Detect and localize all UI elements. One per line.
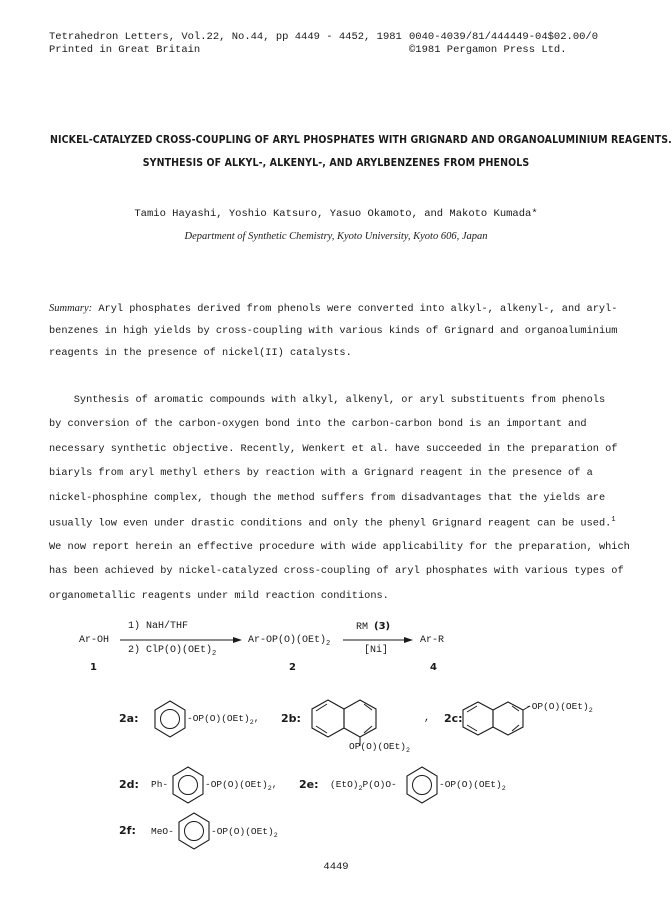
scheme-step2-bottom: [Ni]	[364, 645, 389, 656]
eto-2e: (EtO)	[330, 779, 359, 790]
body-line-5: nickel-phosphine complex, though the method suffers from disadvantages that the yields are	[49, 492, 606, 504]
sub-2d: 2	[267, 783, 272, 792]
scheme-start-num: 1	[90, 662, 97, 673]
sub-2b: 2	[406, 745, 411, 754]
substituent-2c	[526, 701, 593, 714]
step1-bottom-text: 2) ClP(O)(OEt)	[128, 645, 213, 656]
benzene-ring-2f	[176, 811, 212, 851]
benzene-ring-2e	[404, 765, 440, 805]
title-line-2: SYNTHESIS OF ALKYL-, ALKENYL-, AND ARYLBENZENES FROM PHENOLS	[142, 157, 530, 169]
phosphate-2d: -OP(O)(OEt)	[205, 779, 268, 790]
step2-top-num: (3)	[374, 621, 391, 632]
journal-citation: Tetrahedron Letters, Vol.22, No.44, pp 4449 - 4452, 1981	[49, 31, 402, 43]
scheme-arrow-1	[118, 635, 244, 645]
copyright: ©1981 Pergamon Press Ltd.	[409, 44, 567, 56]
body-line-6	[49, 516, 616, 529]
page-number: 4449	[323, 861, 349, 873]
comma-2a: ,	[253, 713, 260, 724]
step1-bottom-sub: 2	[212, 650, 217, 658]
separator-2b: ,	[424, 713, 431, 724]
naphthalene-2c	[459, 692, 531, 742]
body-line-8: has been achieved by nickel-catalyzed cross-coupling of aryl phosphates with various types of	[49, 565, 624, 577]
article-code: 0040-4039/81/444449-04$02.00/0	[409, 31, 599, 43]
summary-label: Summary:	[49, 303, 93, 314]
benzene-ring-2d	[170, 765, 206, 805]
scheme-step1-top: 1) NaH/THF	[128, 621, 189, 632]
footnote-ref: 1	[611, 516, 616, 524]
authors: Tamio Hayashi, Yoshio Katsuro, Yasuo Okamoto, and Makoto Kumada*	[134, 208, 538, 220]
scheme-mid-num: 2	[289, 662, 296, 673]
phosphate-2a: -OP(O)(OEt)	[187, 713, 250, 724]
sub-2a: 2	[249, 717, 254, 726]
summary-line-2: benzenes in high yields by cross-coupling with various kinds of Grignard and organoaluminium	[49, 325, 618, 337]
summary-line-1	[49, 303, 617, 315]
summary-text-1: Aryl phosphates derived from phenols were converted into alkyl-, alkenyl-, and aryl-	[98, 303, 618, 315]
label-2e: 2e:	[299, 778, 319, 791]
substituent-2e	[439, 779, 506, 792]
title-line-1: NICKEL-CATALYZED CROSS-COUPLING OF ARYL PHOSPHATES WITH GRIGNARD AND ORGANOALUMINIUM REAGENTS.	[50, 134, 672, 146]
phosphate-2f: -OP(O)(OEt)	[211, 826, 274, 837]
sub-2f: 2	[273, 830, 278, 839]
scheme-step2-top	[356, 621, 390, 633]
affiliation: Department of Synthetic Chemistry, Kyoto University, Kyoto 606, Japan	[184, 231, 488, 242]
substituent-2d	[205, 779, 277, 792]
body-line-1: Synthesis of aromatic compounds with alkyl, alkenyl, or aryl substituents from phenols	[49, 394, 606, 406]
scheme-mid-text: Ar-OP(O)(OEt)	[248, 635, 327, 646]
scheme-mid	[248, 635, 330, 648]
eto-rest-2e: P(O)O-	[362, 779, 397, 790]
label-2c: 2c:	[444, 712, 463, 725]
comma-2d: ,	[271, 779, 278, 790]
scheme-step1-bottom	[128, 645, 216, 658]
phosphate-2c: -OP(O)(OEt)	[526, 701, 589, 712]
benzene-ring-2a	[152, 699, 188, 739]
printed-location: Printed in Great Britain	[49, 44, 201, 56]
scheme-end-num: 4	[430, 662, 437, 673]
body-line-2: by conversion of the carbon-oxygen bond into the carbon-carbon bond is an important and	[49, 418, 587, 430]
body-line-6-text: usually low even under drastic conditions and only the phenyl Grignard reagent can be used.	[49, 517, 612, 530]
sub-2c: 2	[588, 705, 593, 714]
sub-2e: 2	[501, 783, 506, 792]
scheme-mid-sub: 2	[326, 640, 331, 648]
prefix-2e	[330, 779, 397, 792]
label-2b: 2b:	[281, 712, 301, 725]
body-line-3: necessary synthetic objective. Recently, Wenkert et al. have succeeded in the preparation of	[49, 443, 618, 455]
methoxy-2f: MeO-	[151, 826, 174, 837]
body-line-4: biaryls from aryl methyl ethers by reaction with a Grignard reagent in the presence of a	[49, 467, 593, 479]
body-line-7: We now report herein an effective procedure with wide applicability for the preparation, which	[49, 541, 630, 553]
body-line-9: organometallic reagents under mild reaction conditions.	[49, 590, 389, 602]
summary-line-3: reagents in the presence of nickel(II) catalysts.	[49, 347, 352, 359]
phosphate-2e: -OP(O)(OEt)	[439, 779, 502, 790]
label-2a: 2a:	[119, 712, 139, 725]
sub-eto-2e: 2	[358, 783, 363, 792]
scheme-arrow-2	[341, 635, 415, 645]
substituent-2f	[211, 826, 278, 839]
scheme-start: Ar-OH	[79, 635, 110, 646]
label-2f: 2f:	[119, 824, 136, 837]
step2-top-text: RM	[356, 622, 369, 633]
phenyl-2d: Ph-	[151, 779, 169, 790]
scheme-end: Ar-R	[420, 635, 445, 646]
substituent-2b	[349, 741, 410, 754]
substituent-2a	[187, 713, 259, 726]
label-2d: 2d:	[119, 778, 139, 791]
phosphate-2b: OP(O)(OEt)	[349, 741, 407, 752]
naphthalene-2b	[306, 692, 386, 748]
